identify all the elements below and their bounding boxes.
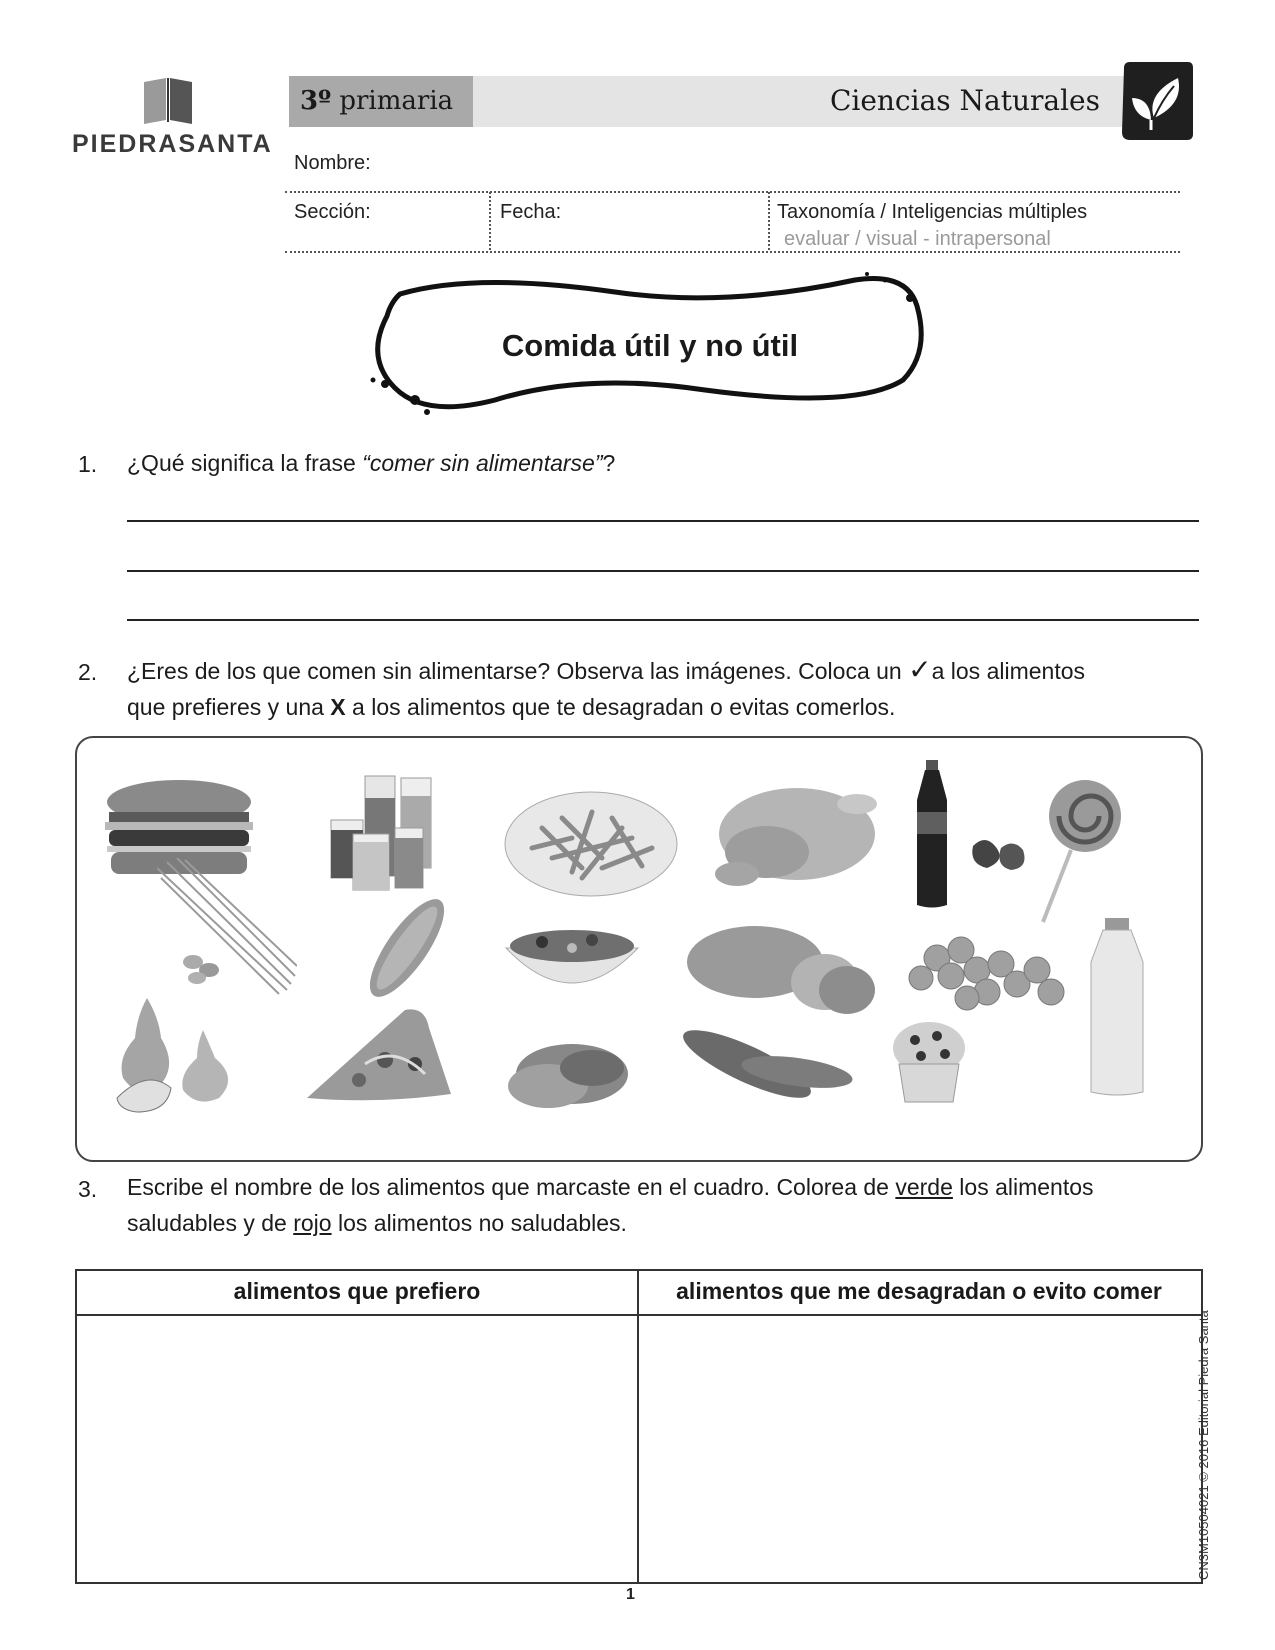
date-field-label: Fecha:	[500, 201, 562, 223]
answer-line[interactable]	[127, 570, 1199, 572]
question-1-text-b: ?	[602, 450, 616, 476]
disliked-foods-cell[interactable]	[640, 1316, 1198, 1580]
question-1-text	[127, 445, 615, 481]
worksheet-title: Comida útil y no útil	[501, 328, 799, 363]
soda-bottle-image[interactable]	[907, 760, 957, 910]
table-header-preferred: alimentos que prefiero	[233, 1278, 481, 1304]
name-field-label: Nombre:	[294, 152, 371, 174]
question-2-text-b: a los alimentos	[931, 658, 1086, 684]
divider-line	[489, 192, 491, 250]
copyright-text: CN3M10504021 © 2016 Editorial Piedra Santa	[1196, 1310, 1211, 1580]
question-3-text	[127, 1169, 1207, 1241]
fries-image[interactable]	[502, 788, 680, 898]
muffin-image[interactable]	[889, 1020, 969, 1104]
divider-line	[768, 192, 770, 250]
x-mark: X	[330, 694, 346, 720]
question-3-text-b: los alimentos	[952, 1174, 1094, 1200]
question-3-text-d: los alimentos no saludables.	[331, 1210, 627, 1236]
name-field[interactable]	[372, 148, 1172, 180]
preferred-foods-cell[interactable]	[77, 1316, 635, 1580]
divider-line	[285, 251, 1180, 253]
grade-label	[300, 86, 453, 116]
question-2-text	[127, 652, 1207, 725]
page-number: 1	[626, 1586, 635, 1603]
milk-bottle-image[interactable]	[1087, 918, 1147, 1098]
question-3-text-a: Escribe el nombre de los alimentos que marcaste en el cuadro. Colorea de	[127, 1174, 896, 1200]
book-logo-icon	[140, 76, 198, 124]
red-word: rojo	[293, 1210, 332, 1236]
grade-number: 3º	[300, 86, 332, 116]
pears-image[interactable]	[107, 988, 257, 1118]
question-1-phrase: “comer sin alimentarse”	[362, 450, 603, 476]
food-images-box	[75, 736, 1203, 1162]
check-mark-icon: ✓	[908, 653, 932, 686]
question-3-number: 3.	[78, 1176, 98, 1202]
taxonomy-detail: evaluar / visual - intrapersonal	[784, 228, 1051, 250]
question-2-text-a: ¿Eres de los que comen sin alimentarse? Observa las imágenes. Coloca un	[127, 658, 909, 684]
grapes-image[interactable]	[907, 918, 1077, 1018]
table-column-divider	[637, 1269, 639, 1582]
zucchini-image[interactable]	[677, 1014, 857, 1114]
grade-word: primaria	[339, 86, 454, 116]
question-3-text-c: saludables y de	[127, 1210, 294, 1236]
question-2-number: 2.	[78, 659, 98, 685]
taxonomy-label: Taxonomía / Inteligencias múltiples	[777, 201, 1088, 223]
ham-image[interactable]	[502, 1028, 632, 1118]
subject-title: Ciencias Naturales	[829, 84, 1100, 117]
bread-image[interactable]	[685, 918, 875, 1018]
table-header-disliked: alimentos que me desagradan o evito comer	[676, 1278, 1162, 1304]
question-2-text-c: que prefieres y una	[127, 694, 331, 720]
section-field-label: Sección:	[294, 201, 371, 223]
pasta-image[interactable]	[157, 858, 297, 998]
juices-image[interactable]	[317, 768, 457, 898]
question-1-number: 1.	[78, 451, 98, 477]
chicken-image[interactable]	[707, 774, 887, 894]
answer-line[interactable]	[127, 619, 1199, 621]
question-2-text-d: a los alimentos que te desagradan o evitas comerlos.	[345, 694, 896, 720]
question-1-text-a: ¿Qué significa la frase	[127, 450, 363, 476]
leaf-icon	[1118, 60, 1194, 142]
publisher-logo-text: PIEDRASANTA	[72, 130, 273, 158]
pizza-image[interactable]	[305, 1004, 455, 1104]
corn-image[interactable]	[357, 888, 457, 1008]
candy-lollipop-image[interactable]	[967, 776, 1127, 926]
answer-line[interactable]	[127, 520, 1199, 522]
salad-image[interactable]	[502, 918, 642, 1008]
green-word: verde	[895, 1174, 953, 1200]
divider-line	[285, 191, 1180, 193]
